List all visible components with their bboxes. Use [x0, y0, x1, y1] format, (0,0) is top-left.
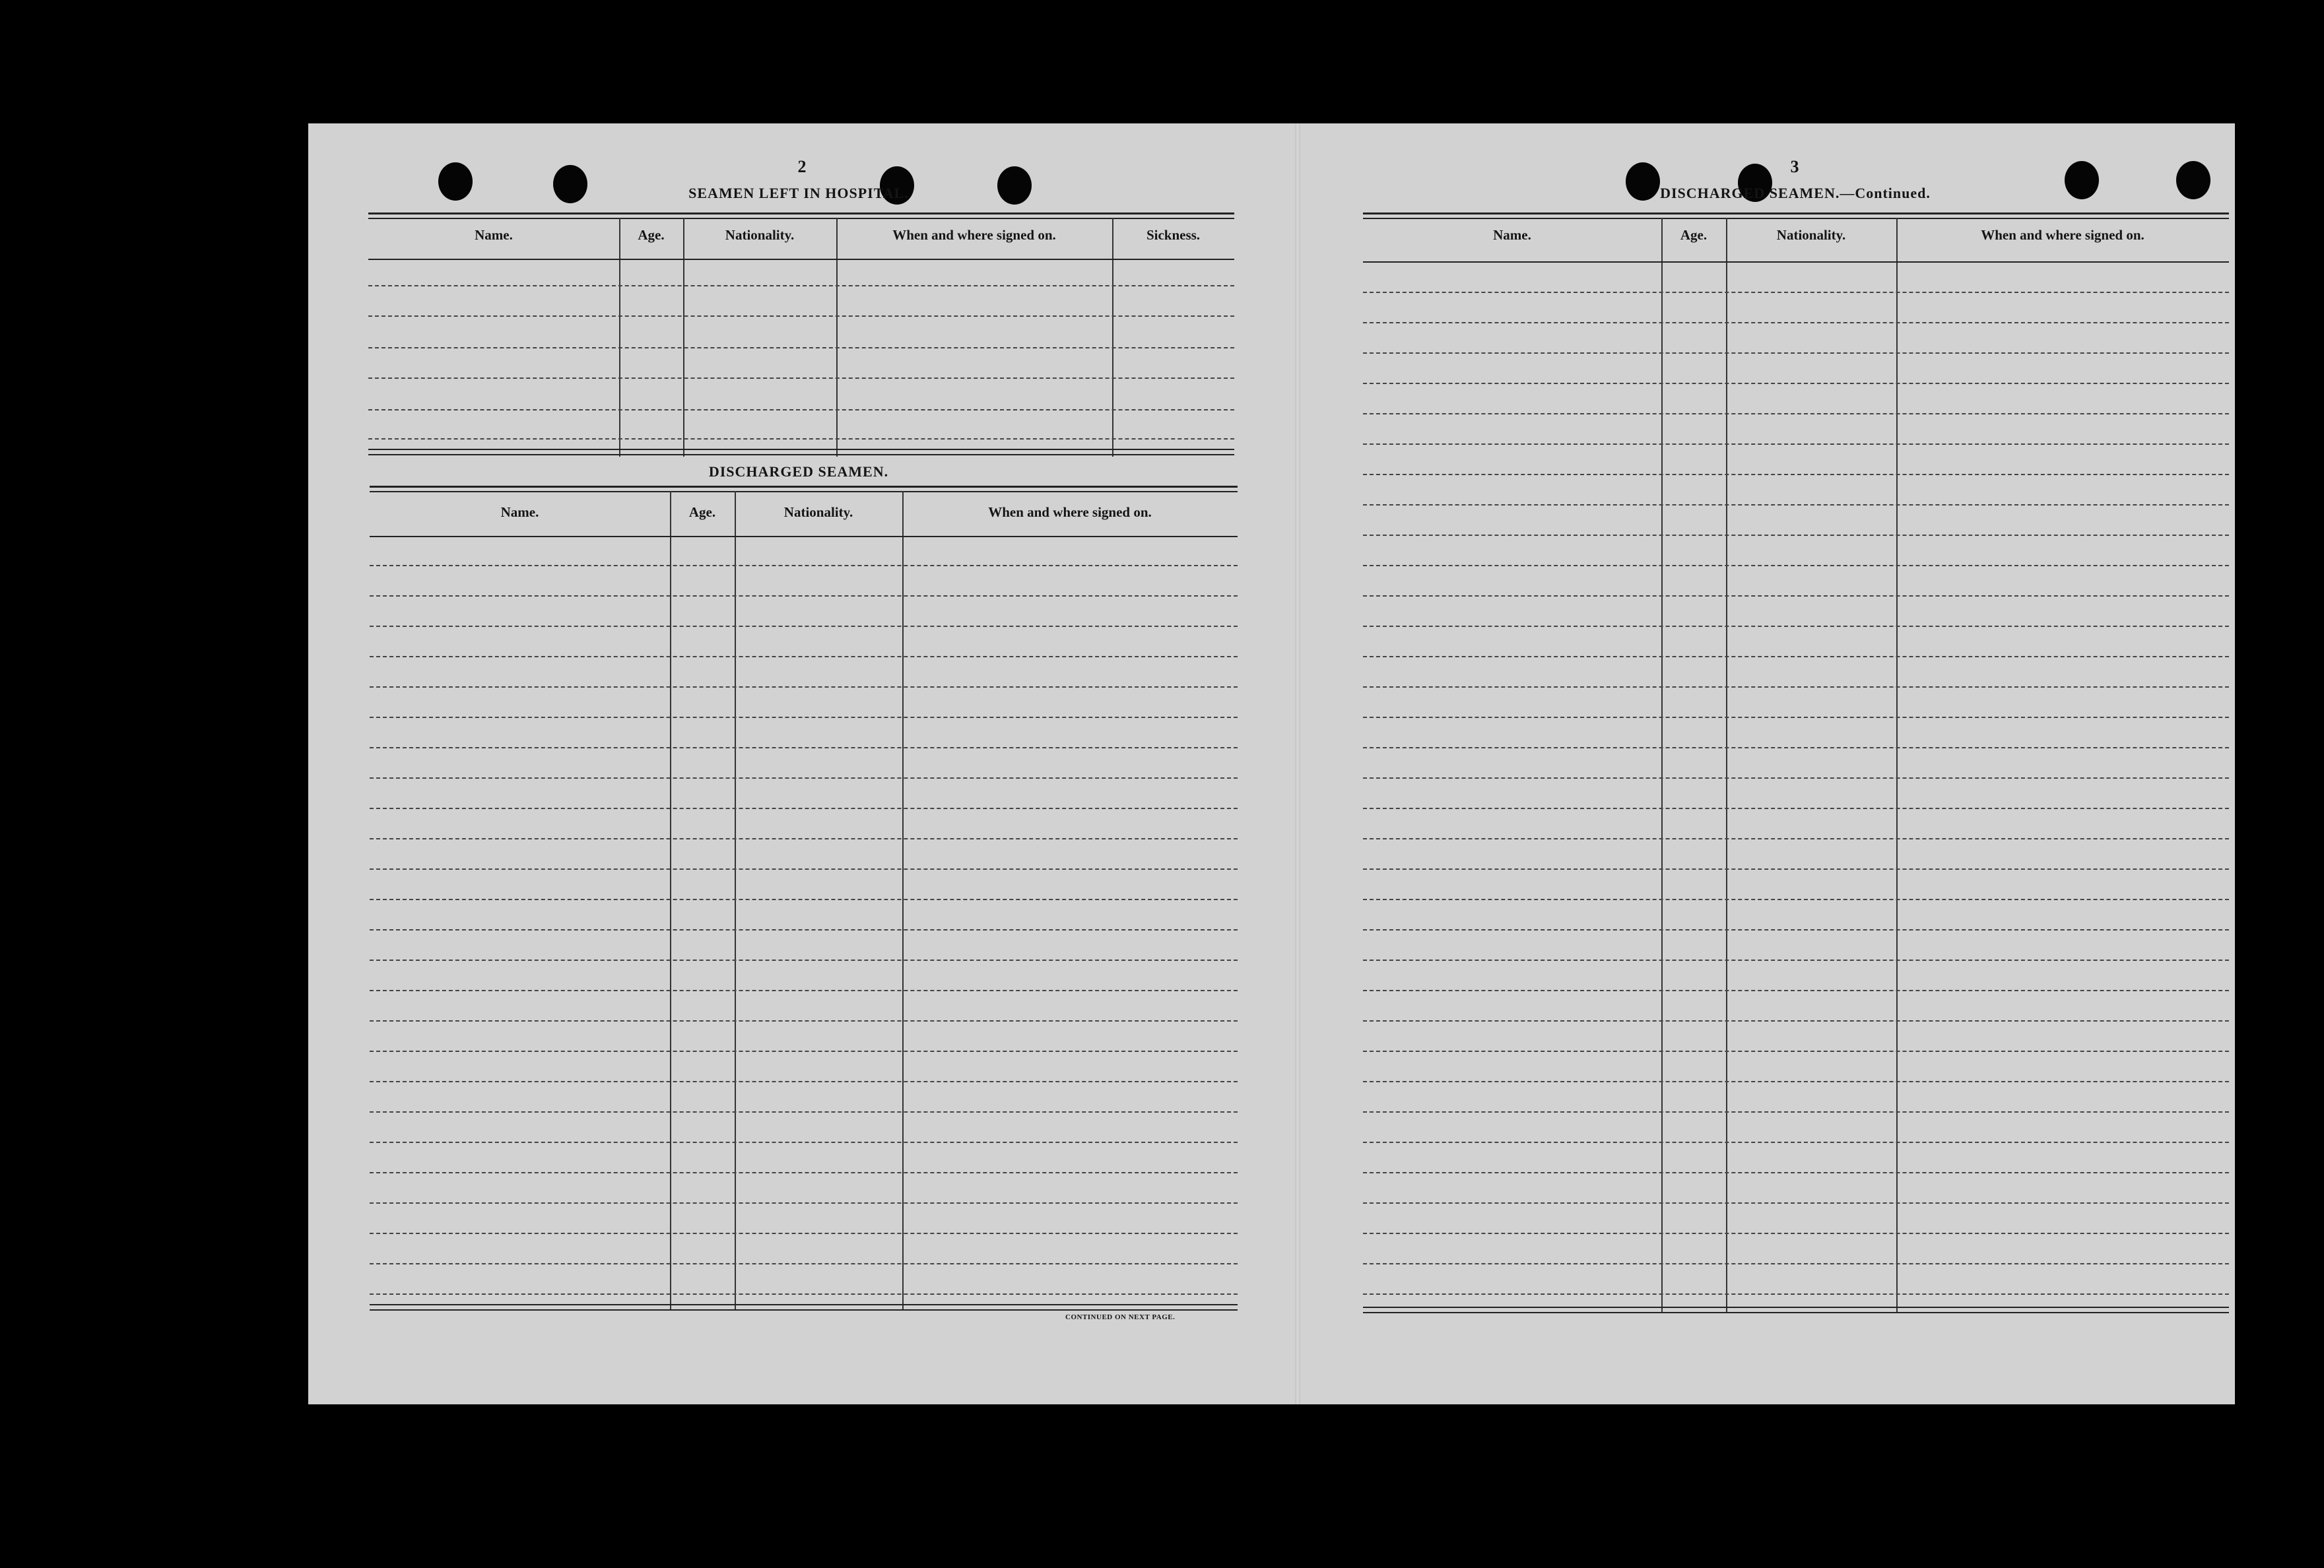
entry-line — [370, 1111, 1238, 1113]
entry-line — [370, 1293, 1238, 1295]
entry-line — [1363, 504, 2229, 506]
header-nationality: Nationality. — [783, 504, 853, 520]
entry-line — [1363, 960, 2229, 961]
discharged-continued-title: DISCHARGED SEAMEN.—Continued. — [1660, 185, 1931, 201]
entry-line — [1363, 929, 2229, 931]
entry-line — [370, 777, 1238, 779]
entry-line — [370, 1020, 1238, 1022]
entry-line — [1363, 747, 2229, 748]
header-name: Name. — [475, 227, 513, 243]
entry-line — [370, 565, 1238, 566]
entry-line — [1363, 899, 2229, 900]
entry-line — [1363, 292, 2229, 293]
header-age: Age. — [688, 504, 716, 520]
header-signed-on: When and where signed on. — [892, 227, 1056, 243]
header-nationality: Nationality. — [1776, 227, 1846, 243]
header-name: Name. — [1493, 227, 1531, 243]
entry-line — [1363, 535, 2229, 536]
entry-line — [370, 929, 1238, 931]
entry-line — [370, 686, 1238, 688]
discharged-continued-table — [1363, 212, 2229, 1313]
entry-line — [1363, 1020, 2229, 1022]
entry-line — [1363, 474, 2229, 475]
entry-line — [1363, 1202, 2229, 1204]
entry-line — [1363, 413, 2229, 414]
punch-hole — [2065, 161, 2099, 199]
entry-line — [1363, 565, 2229, 566]
entry-line — [1363, 777, 2229, 779]
punch-hole — [997, 166, 1032, 205]
entry-line — [370, 1172, 1238, 1173]
entry-line — [1363, 868, 2229, 870]
punch-hole — [553, 165, 587, 203]
entry-line — [1363, 717, 2229, 718]
entry-line — [1363, 1263, 2229, 1264]
entry-line — [370, 717, 1238, 718]
entry-line — [370, 656, 1238, 657]
entry-line — [370, 990, 1238, 991]
header-signed-on: When and where signed on. — [1981, 227, 2144, 243]
entry-line — [370, 595, 1238, 597]
discharged-section-title: DISCHARGED SEAMEN. — [708, 463, 889, 480]
header-sickness: Sickness. — [1146, 227, 1201, 243]
entry-line — [1363, 686, 2229, 688]
entry-line — [370, 1051, 1238, 1052]
header-nationality: Nationality. — [725, 227, 795, 243]
header-name: Name. — [500, 504, 539, 520]
entry-line — [370, 1202, 1238, 1204]
hospital-table — [368, 212, 1234, 457]
entry-line — [1363, 1142, 2229, 1143]
page-number-left: 2 — [797, 157, 807, 176]
entry-line — [1363, 1172, 2229, 1173]
entry-line — [1363, 626, 2229, 627]
entry-line — [1363, 990, 2229, 991]
hospital-section-title: SEAMEN LEFT IN HOSPITAL. — [688, 185, 909, 201]
entry-line — [1363, 595, 2229, 597]
entry-line — [1363, 1081, 2229, 1082]
entry-line — [370, 1142, 1238, 1143]
entry-line — [370, 899, 1238, 900]
entry-line — [1363, 1051, 2229, 1052]
continued-note: CONTINUED ON NEXT PAGE. — [1065, 1313, 1176, 1321]
entry-line — [370, 626, 1238, 627]
entry-line — [1363, 443, 2229, 445]
entry-line — [1363, 808, 2229, 809]
entry-line — [370, 808, 1238, 809]
entry-line — [1363, 1111, 2229, 1113]
entry-line — [370, 1233, 1238, 1234]
punch-hole — [2176, 161, 2210, 199]
entry-line — [370, 838, 1238, 839]
entry-line — [370, 1263, 1238, 1264]
page-number-right: 3 — [1790, 157, 1799, 176]
page-fold — [1295, 123, 1300, 1404]
entry-line — [1363, 656, 2229, 657]
entry-line — [370, 1081, 1238, 1082]
entry-line — [1363, 322, 2229, 323]
entry-line — [370, 747, 1238, 748]
header-age: Age. — [1680, 227, 1708, 243]
entry-line — [1363, 352, 2229, 354]
discharged-table — [370, 486, 1238, 1311]
header-signed-on: When and where signed on. — [988, 504, 1152, 520]
entry-line — [370, 960, 1238, 961]
entry-line — [1363, 383, 2229, 384]
header-age: Age. — [638, 227, 665, 243]
entry-line — [370, 868, 1238, 870]
entry-line — [1363, 1233, 2229, 1234]
punch-hole — [438, 162, 473, 201]
entry-line — [1363, 1293, 2229, 1295]
entry-line — [1363, 838, 2229, 839]
